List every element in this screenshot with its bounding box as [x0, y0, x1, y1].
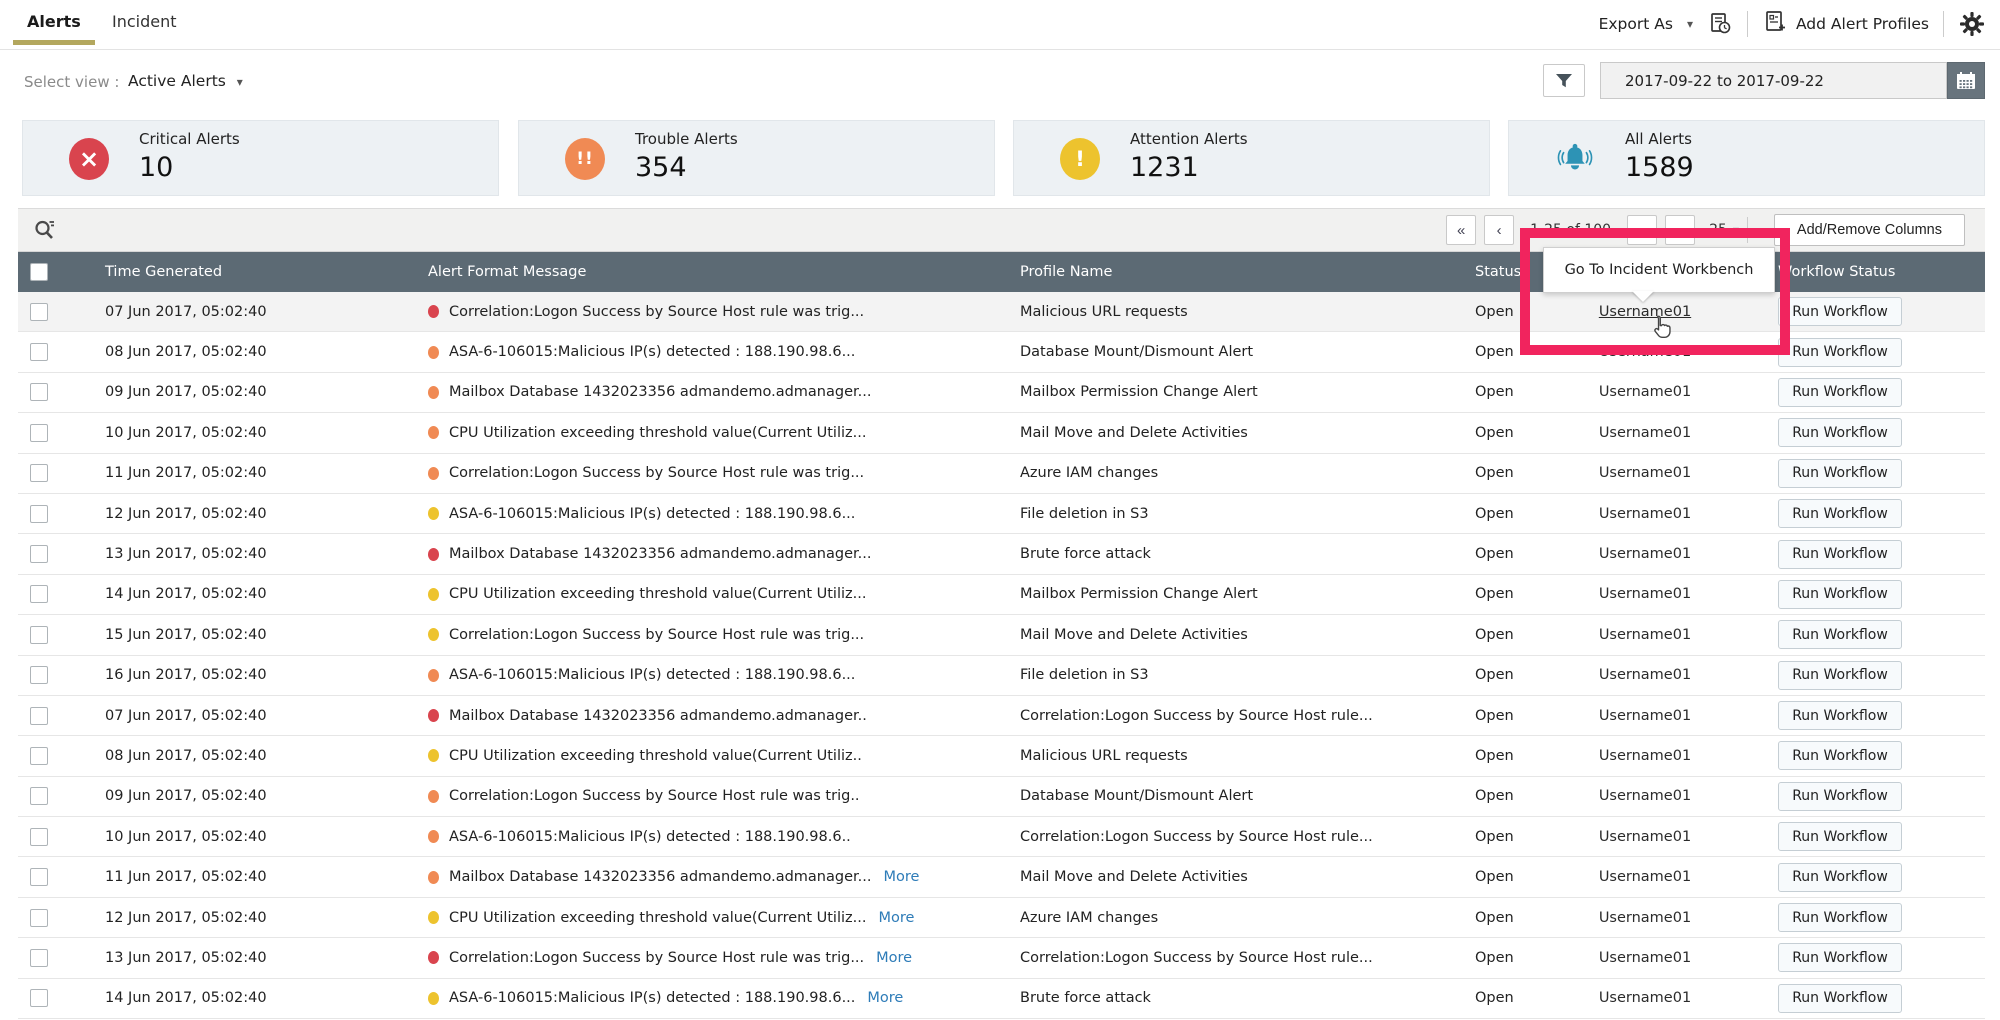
- more-link[interactable]: More: [883, 869, 920, 886]
- table-body: [18, 292, 1985, 1019]
- page-size-dropdown[interactable]: [1709, 222, 1739, 238]
- assignee-link[interactable]: Username01: [1598, 869, 1692, 886]
- time-generated-cell: 07 Jun 2017, 05:02:40: [105, 707, 267, 724]
- status-cell: Open: [1475, 586, 1514, 603]
- time-generated-cell: 08 Jun 2017, 05:02:40: [105, 344, 267, 361]
- alert-message: ASA-6-106015:Malicious IP(s) detected : 188.190.98.6...: [449, 990, 856, 1007]
- severity-dot-icon: [428, 346, 439, 359]
- workbench-tooltip: Go To Incident Workbench: [1543, 247, 1775, 293]
- toolbar-separator: [1747, 217, 1748, 243]
- header-time-generated[interactable]: Time Generated: [105, 264, 223, 280]
- row-checkbox[interactable]: [30, 989, 48, 1007]
- severity-dot-icon: [428, 628, 439, 641]
- status-cell: Open: [1475, 424, 1514, 441]
- select-all-checkbox[interactable]: [30, 263, 48, 281]
- add-remove-columns-button[interactable]: Add/Remove Columns: [1774, 214, 1965, 246]
- card-count: 10: [139, 152, 174, 183]
- table-toolbar: [18, 208, 1985, 252]
- severity-dot-icon: [428, 507, 439, 520]
- run-workflow-button[interactable]: Run Workflow: [1778, 984, 1902, 1013]
- assignee-link[interactable]: Username01: [1598, 465, 1692, 482]
- card-label: Attention Alerts: [1130, 130, 1248, 148]
- status-cell: Open: [1475, 990, 1514, 1007]
- table-row: [18, 979, 1985, 1019]
- assignee-link[interactable]: Username01: [1598, 909, 1692, 926]
- profile-name-cell: Brute force attack: [1020, 990, 1151, 1007]
- row-checkbox[interactable]: [30, 303, 48, 321]
- run-workflow-button[interactable]: Run Workflow: [1778, 378, 1902, 407]
- table-row: [18, 817, 1985, 857]
- profile-name-cell: Correlation:Logon Success by Source Host rule...: [1020, 949, 1373, 966]
- severity-dot-icon: [428, 386, 439, 399]
- date-range-input[interactable]: 2017-09-22 to 2017-09-22: [1600, 62, 1947, 99]
- profile-name-cell: File deletion in S3: [1020, 505, 1149, 522]
- alert-message: Mailbox Database 1432023356 admandemo.admanager...: [449, 546, 872, 563]
- run-workflow-button[interactable]: Run Workflow: [1778, 903, 1902, 932]
- run-workflow-button[interactable]: Run Workflow: [1778, 620, 1902, 649]
- severity-dot-icon: [428, 951, 439, 964]
- table-row: [18, 736, 1985, 776]
- row-checkbox[interactable]: [30, 949, 48, 967]
- top-actions: [1599, 9, 1986, 39]
- profile-name-cell: Mail Move and Delete Activities: [1020, 424, 1248, 441]
- table-row: [18, 373, 1985, 413]
- card-label: Critical Alerts: [139, 130, 240, 148]
- assignee-link[interactable]: Username01: [1598, 546, 1692, 563]
- toolbar-separator: [1747, 11, 1748, 37]
- last-page-button[interactable]: »: [1665, 215, 1695, 245]
- status-cell: Open: [1475, 344, 1514, 361]
- alert-message: Mailbox Database 1432023356 admandemo.admanager..: [449, 707, 867, 724]
- alert-message: CPU Utilization exceeding threshold value(Current Utiliz...: [449, 424, 867, 441]
- time-generated-cell: 16 Jun 2017, 05:02:40: [105, 667, 267, 684]
- trouble-alerts-card[interactable]: [518, 120, 995, 196]
- assignee-link[interactable]: Username01: [1598, 747, 1692, 764]
- status-cell: Open: [1475, 505, 1514, 522]
- table-row: [18, 777, 1985, 817]
- alert-message: Correlation:Logon Success by Source Host rule was trig...: [449, 949, 865, 966]
- assignee-link[interactable]: Username01: [1598, 949, 1692, 966]
- profile-name-cell: File deletion in S3: [1020, 667, 1149, 684]
- header-status[interactable]: Status: [1475, 264, 1522, 280]
- profile-name-cell: Correlation:Logon Success by Source Host rule...: [1020, 828, 1373, 845]
- row-checkbox[interactable]: [30, 868, 48, 886]
- tab-incident[interactable]: Incident: [112, 12, 177, 31]
- time-generated-cell: 11 Jun 2017, 05:02:40: [105, 465, 267, 482]
- row-checkbox[interactable]: [30, 666, 48, 684]
- table-row: [18, 454, 1985, 494]
- row-checkbox[interactable]: [30, 909, 48, 927]
- time-generated-cell: 11 Jun 2017, 05:02:40: [105, 869, 267, 886]
- profile-name-cell: Mailbox Permission Change Alert: [1020, 384, 1258, 401]
- status-cell: Open: [1475, 303, 1514, 320]
- run-workflow-button[interactable]: Run Workflow: [1778, 540, 1902, 569]
- assignee-link[interactable]: Username01: [1598, 384, 1692, 401]
- alert-message: Correlation:Logon Success by Source Host rule was trig...: [449, 465, 865, 482]
- table-row: [18, 494, 1985, 534]
- assignee-link[interactable]: Username01: [1598, 505, 1692, 522]
- profile-name-cell: Mail Move and Delete Activities: [1020, 869, 1248, 886]
- table-row: [18, 292, 1985, 332]
- tooltip-caret: [1632, 291, 1654, 313]
- time-generated-cell: 14 Jun 2017, 05:02:40: [105, 586, 267, 603]
- row-checkbox[interactable]: [30, 747, 48, 765]
- severity-dot-icon: [428, 467, 439, 480]
- row-checkbox[interactable]: [30, 424, 48, 442]
- critical-x-icon: ×: [69, 138, 109, 180]
- schedule-report-icon[interactable]: [1707, 11, 1733, 37]
- card-label: All Alerts: [1625, 130, 1692, 148]
- time-generated-cell: 12 Jun 2017, 05:02:40: [105, 909, 267, 926]
- assignee-link[interactable]: Username01: [1598, 990, 1692, 1007]
- export-as-dropdown[interactable]: [1599, 15, 1693, 33]
- assignee-link[interactable]: Username01: [1598, 303, 1692, 320]
- time-generated-cell: 10 Jun 2017, 05:02:40: [105, 828, 267, 845]
- assignee-link[interactable]: Username01: [1598, 707, 1692, 724]
- alert-message: ASA-6-106015:Malicious IP(s) detected : 188.190.98.6...: [449, 505, 856, 522]
- severity-dot-icon: [428, 426, 439, 439]
- time-generated-cell: 09 Jun 2017, 05:02:40: [105, 788, 267, 805]
- add-alert-profile-icon: [1762, 9, 1788, 39]
- trouble-pause-icon: !!: [565, 138, 605, 180]
- severity-dot-icon: [428, 830, 439, 843]
- alert-message: ASA-6-106015:Malicious IP(s) detected : 188.190.98.6..: [449, 828, 851, 845]
- assignee-link[interactable]: Username01: [1598, 667, 1692, 684]
- attention-exclamation-icon: !: [1060, 138, 1100, 180]
- run-workflow-button[interactable]: Run Workflow: [1778, 701, 1902, 730]
- row-checkbox[interactable]: [30, 787, 48, 805]
- run-workflow-button[interactable]: Run Workflow: [1778, 661, 1902, 690]
- assignee-link[interactable]: Username01: [1598, 626, 1692, 643]
- severity-dot-icon: [428, 709, 439, 722]
- select-view-label: Select view :: [24, 73, 120, 91]
- profile-name-cell: Database Mount/Dismount Alert: [1020, 788, 1254, 805]
- page-size-value: 25: [1709, 222, 1727, 238]
- prev-page-button[interactable]: ‹: [1484, 215, 1514, 245]
- run-workflow-button[interactable]: Run Workflow: [1778, 297, 1902, 326]
- card-count: 354: [635, 152, 687, 183]
- profile-name-cell: Mail Move and Delete Activities: [1020, 626, 1248, 643]
- time-generated-cell: 08 Jun 2017, 05:02:40: [105, 747, 267, 764]
- profile-name-cell: Mailbox Permission Change Alert: [1020, 586, 1258, 603]
- table-row: [18, 898, 1985, 938]
- run-workflow-button[interactable]: Run Workflow: [1778, 459, 1902, 488]
- row-checkbox[interactable]: [30, 707, 48, 725]
- status-cell: Open: [1475, 667, 1514, 684]
- more-link[interactable]: More: [876, 949, 913, 966]
- assignee-link[interactable]: Username01: [1598, 828, 1692, 845]
- filter-button[interactable]: [1543, 64, 1585, 97]
- row-checkbox[interactable]: [30, 545, 48, 563]
- card-count: 1231: [1130, 152, 1199, 183]
- search-icon[interactable]: [32, 217, 58, 243]
- status-cell: Open: [1475, 626, 1514, 643]
- assignee-link[interactable]: Username01: [1598, 788, 1692, 805]
- bell-icon: [1555, 138, 1595, 180]
- table-row: [18, 534, 1985, 574]
- status-cell: Open: [1475, 747, 1514, 764]
- run-workflow-button[interactable]: Run Workflow: [1778, 741, 1902, 770]
- status-cell: Open: [1475, 869, 1514, 886]
- row-checkbox[interactable]: [30, 343, 48, 361]
- profile-name-cell: Malicious URL requests: [1020, 747, 1188, 764]
- severity-dot-icon: [428, 749, 439, 762]
- attention-alerts-card[interactable]: [1013, 120, 1490, 196]
- table-row: [18, 615, 1985, 655]
- more-link[interactable]: More: [878, 909, 915, 926]
- assignee-link[interactable]: Username01: [1598, 344, 1692, 361]
- hand-cursor-icon: [1648, 314, 1676, 348]
- row-checkbox[interactable]: [30, 626, 48, 644]
- select-view-dropdown[interactable]: [128, 72, 243, 90]
- status-cell: Open: [1475, 788, 1514, 805]
- time-generated-cell: 10 Jun 2017, 05:02:40: [105, 424, 267, 441]
- filter-row: [0, 49, 2000, 115]
- header-workflow-status[interactable]: Workflow Status: [1778, 264, 1896, 280]
- selected-view-value: Active Alerts: [128, 72, 226, 90]
- header-profile-name[interactable]: Profile Name: [1020, 264, 1113, 280]
- severity-dot-icon: [428, 992, 439, 1005]
- run-workflow-button[interactable]: Run Workflow: [1778, 580, 1902, 609]
- severity-dot-icon: [428, 669, 439, 682]
- profile-name-cell: Database Mount/Dismount Alert: [1020, 344, 1254, 361]
- assignee-link[interactable]: Username01: [1598, 586, 1692, 603]
- row-checkbox[interactable]: [30, 828, 48, 846]
- alert-message: ASA-6-106015:Malicious IP(s) detected : 188.190.98.6...: [449, 344, 856, 361]
- top-tab-bar: [0, 0, 2000, 50]
- status-cell: Open: [1475, 546, 1514, 563]
- run-workflow-button[interactable]: Run Workflow: [1778, 863, 1902, 892]
- alert-message: CPU Utilization exceeding threshold value(Current Utiliz..: [449, 747, 862, 764]
- toolbar-separator: [1943, 11, 1944, 37]
- alert-message: ASA-6-106015:Malicious IP(s) detected : 188.190.98.6...: [449, 667, 856, 684]
- status-cell: Open: [1475, 384, 1514, 401]
- funnel-icon: [1553, 70, 1575, 92]
- status-cell: Open: [1475, 465, 1514, 482]
- severity-dot-icon: [428, 548, 439, 561]
- pagination-range: 1-25 of 100: [1530, 222, 1612, 238]
- profile-name-cell: Azure IAM changes: [1020, 909, 1159, 926]
- row-checkbox[interactable]: [30, 383, 48, 401]
- next-page-button[interactable]: ›: [1627, 215, 1657, 245]
- status-cell: Open: [1475, 949, 1514, 966]
- table-row: [18, 857, 1985, 897]
- card-count: 1589: [1625, 152, 1694, 183]
- run-workflow-button[interactable]: Run Workflow: [1778, 822, 1902, 851]
- tab-alerts[interactable]: Alerts: [27, 12, 81, 31]
- more-link[interactable]: More: [867, 990, 904, 1007]
- run-workflow-button[interactable]: Run Workflow: [1778, 499, 1902, 528]
- profile-name-cell: Malicious URL requests: [1020, 303, 1188, 320]
- table-row: [18, 938, 1985, 978]
- settings-gear-icon[interactable]: [1958, 10, 1986, 38]
- table-row: [18, 696, 1985, 736]
- severity-dot-icon: [428, 790, 439, 803]
- status-cell: Open: [1475, 707, 1514, 724]
- calendar-button[interactable]: [1947, 62, 1985, 99]
- first-page-button[interactable]: «: [1446, 215, 1476, 245]
- alert-message: Correlation:Logon Success by Source Host rule was trig..: [449, 788, 860, 805]
- table-row: [18, 413, 1985, 453]
- alert-message: Mailbox Database 1432023356 admandemo.admanager...: [449, 869, 872, 886]
- alerts-table: [18, 208, 1985, 1019]
- header-alert-format-message[interactable]: Alert Format Message: [428, 264, 587, 280]
- time-generated-cell: 09 Jun 2017, 05:02:40: [105, 384, 267, 401]
- table-row: [18, 575, 1985, 615]
- time-generated-cell: 12 Jun 2017, 05:02:40: [105, 505, 267, 522]
- severity-dot-icon: [428, 588, 439, 601]
- row-checkbox[interactable]: [30, 464, 48, 482]
- run-workflow-button[interactable]: Run Workflow: [1778, 943, 1902, 972]
- profile-name-cell: Azure IAM changes: [1020, 465, 1159, 482]
- alert-message: CPU Utilization exceeding threshold value(Current Utiliz...: [449, 909, 867, 926]
- time-generated-cell: 14 Jun 2017, 05:02:40: [105, 990, 267, 1007]
- status-cell: Open: [1475, 828, 1514, 845]
- alert-message: Correlation:Logon Success by Source Host rule was trig...: [449, 303, 865, 320]
- table-row: [18, 332, 1985, 372]
- severity-dot-icon: [428, 911, 439, 924]
- row-checkbox[interactable]: [30, 585, 48, 603]
- add-alert-profiles-button[interactable]: [1762, 9, 1929, 39]
- severity-dot-icon: [428, 871, 439, 884]
- status-cell: Open: [1475, 909, 1514, 926]
- critical-alerts-card[interactable]: [22, 120, 499, 196]
- assignee-link[interactable]: Username01: [1598, 424, 1692, 441]
- row-checkbox[interactable]: [30, 505, 48, 523]
- table-row: [18, 656, 1985, 696]
- time-generated-cell: 15 Jun 2017, 05:02:40: [105, 626, 267, 643]
- alert-message: Mailbox Database 1432023356 admandemo.admanager...: [449, 384, 872, 401]
- profile-name-cell: Correlation:Logon Success by Source Host rule...: [1020, 707, 1373, 724]
- card-label: Trouble Alerts: [635, 130, 738, 148]
- add-alert-profiles-label: Add Alert Profiles: [1795, 15, 1929, 33]
- run-workflow-button[interactable]: Run Workflow: [1778, 782, 1902, 811]
- alert-message: Correlation:Logon Success by Source Host rule was trig...: [449, 626, 865, 643]
- calendar-icon: [1954, 69, 1978, 93]
- time-generated-cell: 13 Jun 2017, 05:02:40: [105, 546, 267, 563]
- time-generated-cell: 07 Jun 2017, 05:02:40: [105, 303, 267, 320]
- run-workflow-button[interactable]: Run Workflow: [1778, 418, 1902, 447]
- export-as-label: Export As: [1598, 15, 1673, 33]
- severity-dot-icon: [428, 305, 439, 318]
- pagination: [1446, 214, 1985, 246]
- time-generated-cell: 13 Jun 2017, 05:02:40: [105, 949, 267, 966]
- profile-name-cell: Brute force attack: [1020, 546, 1151, 563]
- run-workflow-button[interactable]: Run Workflow: [1778, 338, 1902, 367]
- alert-message: CPU Utilization exceeding threshold value(Current Utiliz...: [449, 586, 867, 603]
- all-alerts-card[interactable]: [1508, 120, 1985, 196]
